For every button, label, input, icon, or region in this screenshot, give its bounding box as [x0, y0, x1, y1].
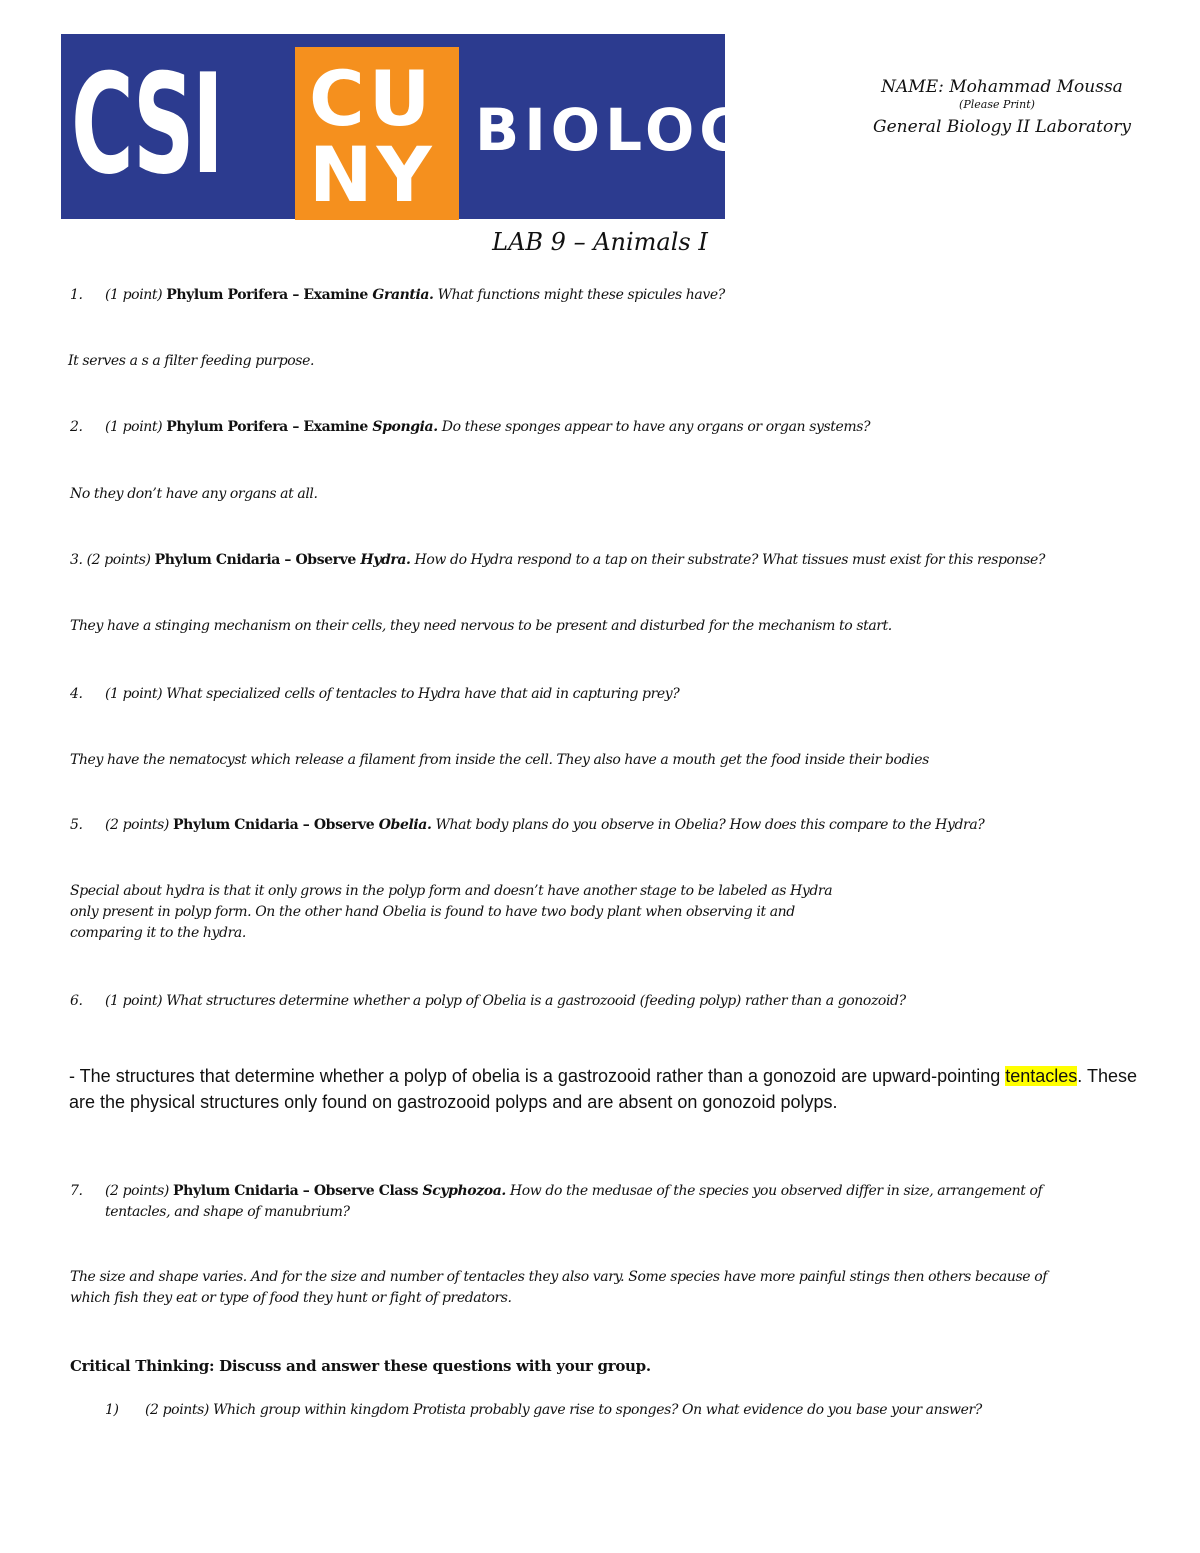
logo-biology-text: BIOLOGY: [475, 96, 798, 164]
answer-4: They have the nematocyst which release a filament from inside the cell. They also have a mouth get the food inside their bodies: [70, 752, 929, 768]
answer-2: No they don’t have any organs at all.: [70, 486, 318, 502]
critical-question-1: 1) (2 points) Which group within kingdom Protista probably gave rise to sponges? On what evidence do you base your answer?: [105, 1402, 982, 1418]
critical-thinking-heading: Critical Thinking: Discuss and answer these questions with your group.: [70, 1357, 651, 1375]
logo-cuny-box: [295, 47, 459, 220]
answer-7: The size and shape varies. And for the size and number of tentacles they also vary. Some species have more painful stings then others because of which fish they eat or type of food they hunt or fight of predators.: [70, 1269, 1047, 1306]
name-block: [872, 76, 1132, 138]
question-6: 6. (1 point) What structures determine whether a polyp of Obelia is a gastrozooid (feeding polyp) rather than a gonozoid?: [70, 993, 906, 1009]
logo-csi-text: CSI: [71, 44, 222, 205]
question-1: 1. (1 point) Phylum Porifera – Examine Grantia. What functions might these spicules have?: [70, 287, 725, 303]
logo-ny-text: NY: [309, 130, 436, 219]
course-title: General Biology II Laboratory: [873, 117, 1131, 137]
question-7: 7. (2 points) Phylum Cnidaria – Observe Class Scyphozoa. How do the medusae of the species you observed differ in size, arrangement of tentacles, and shape of manubrium?: [70, 1183, 1043, 1220]
answer-1: It serves a s a filter feeding purpose.: [68, 353, 315, 369]
question-3: 3. (2 points) Phylum Cnidaria – Observe Hydra. How do Hydra respond to a tap on their substrate? What tissues must exist for this response?: [70, 552, 1045, 568]
csi-cuny-biology-logo: [61, 34, 798, 219]
lab-title: LAB 9 – Animals I: [492, 228, 708, 256]
question-5: 5. (2 points) Phylum Cnidaria – Observe Obelia. What body plans do you observe in Obelia? How does this compare to the Hydra?: [70, 817, 985, 833]
answer-6: - The structures that determine whether a polyp of obelia is a gastrozooid rather than a gonozoid are upward-pointing tentacles. These are the physical structures only found on gastrozooid polyps and are absent on gonozoid polyps.: [69, 1066, 1137, 1112]
highlighted-word: tentacles: [1005, 1066, 1078, 1086]
logo-cu-text: CU: [309, 54, 435, 143]
print-note: (Please Print): [959, 98, 1035, 111]
student-name: NAME: Mohammad Moussa: [881, 77, 1123, 97]
answer-5: Special about hydra is that it only grows in the polyp form and doesn’t have another stage to be labeled as Hydra only present in polyp form. On the other hand Obelia is found to have two body plant when observing it and comparing it to the hydra.: [70, 883, 833, 941]
question-2: 2. (1 point) Phylum Porifera – Examine Spongia. Do these sponges appear to have any organs or organ systems?: [70, 419, 871, 435]
question-4: 4. (1 point) What specialized cells of tentacles to Hydra have that aid in capturing prey?: [70, 686, 680, 702]
answer-3: They have a stinging mechanism on their cells, they need nervous to be present and disturbed for the mechanism to start.: [70, 618, 892, 634]
